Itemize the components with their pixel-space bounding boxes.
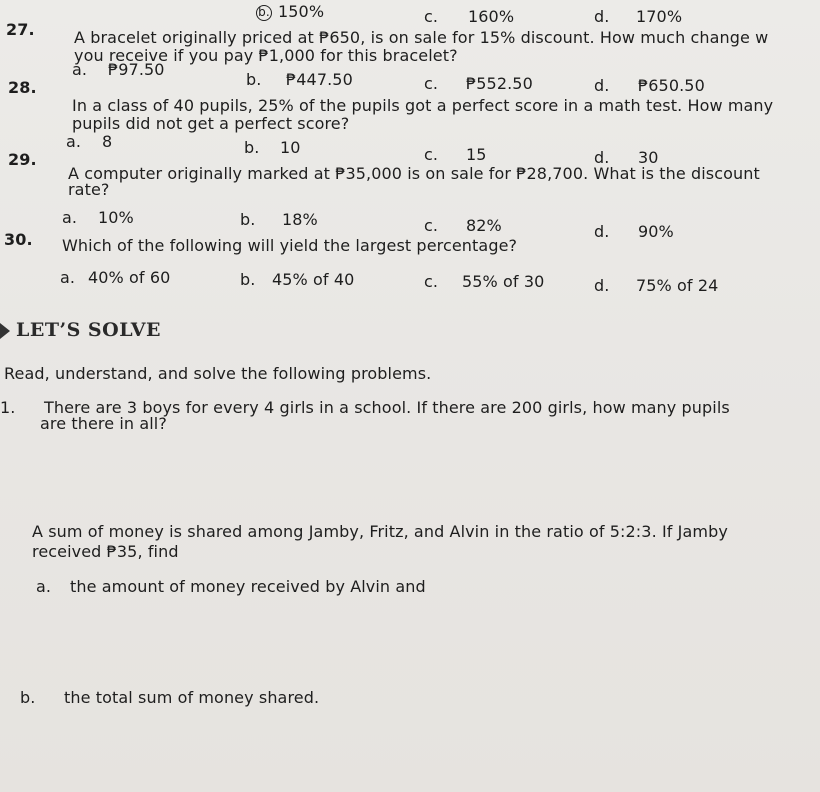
q29-option-c-label: c. bbox=[424, 216, 439, 235]
q30-option-a: 40% of 60 bbox=[88, 268, 171, 287]
problem-1-line2: are there in all? bbox=[40, 414, 167, 433]
q27-text-line2: you receive if you pay ₱1,000 for this bracelet? bbox=[74, 46, 458, 65]
problem-2a-label: a. bbox=[36, 577, 52, 596]
q29-option-b: 18% bbox=[282, 210, 318, 229]
q30-option-b-label: b. bbox=[240, 270, 256, 289]
q27-option-d: ₱650.50 bbox=[638, 76, 705, 95]
problem-2a-text: the amount of money received by Alvin and bbox=[70, 577, 426, 596]
q27-option-d-label: d. bbox=[594, 76, 610, 95]
q28-text-line1: In a class of 40 pupils, 25% of the pupils got a perfect score in a math test. How many bbox=[72, 96, 774, 115]
q26-option-d-label: d. bbox=[594, 7, 610, 26]
q28-number: 28. bbox=[8, 78, 37, 97]
q27-option-b: ₱447.50 bbox=[286, 70, 353, 89]
q29-text-line1: A computer originally marked at ₱35,000 is on sale for ₱28,700. What is the discount bbox=[68, 164, 760, 183]
q29-option-d: 90% bbox=[638, 222, 674, 241]
q28-option-a: 8 bbox=[102, 132, 113, 151]
q29-option-a: 10% bbox=[98, 208, 134, 227]
q28-option-b-label: b. bbox=[244, 138, 260, 157]
section-instruction: Read, understand, and solve the following problems. bbox=[4, 364, 432, 383]
problem-2b-text: the total sum of money shared. bbox=[64, 688, 320, 707]
q30-text-line1: Which of the following will yield the largest percentage? bbox=[62, 236, 518, 255]
circled-answer-b: b. bbox=[256, 5, 272, 21]
q28-option-c-label: c. bbox=[424, 145, 439, 164]
q27-option-a: ₱97.50 bbox=[108, 60, 165, 79]
q26-option-d: 170% bbox=[636, 7, 683, 26]
q30-option-d-label: d. bbox=[594, 276, 610, 295]
q29-option-c: 82% bbox=[466, 216, 502, 235]
q28-option-d: 30 bbox=[638, 148, 659, 167]
q30-option-b: 45% of 40 bbox=[272, 270, 355, 289]
q27-option-c: ₱552.50 bbox=[466, 74, 533, 93]
q30-option-c-label: c. bbox=[424, 272, 439, 291]
q29-option-d-label: d. bbox=[594, 222, 610, 241]
q27-number: 27. bbox=[6, 20, 35, 39]
q28-option-d-label: d. bbox=[594, 148, 610, 167]
problem-2-line1: A sum of money is shared among Jamby, Fritz, and Alvin in the ratio of 5:2:3. If Jamby bbox=[32, 522, 728, 541]
section-marker-icon bbox=[0, 323, 10, 339]
q27-option-c-label: c. bbox=[424, 74, 439, 93]
q29-option-a-label: a. bbox=[62, 208, 78, 227]
q30-option-c: 55% of 30 bbox=[462, 272, 545, 291]
q26-option-b: b. 150% bbox=[256, 2, 324, 21]
q27-option-a-label: a. bbox=[72, 60, 88, 79]
q27-option-b-label: b. bbox=[246, 70, 262, 89]
q28-text-line2: pupils did not get a perfect score? bbox=[72, 114, 350, 133]
q27-text-line1: A bracelet originally priced at ₱650, is on sale for 15% discount. How much change w bbox=[74, 28, 769, 47]
q29-option-b-label: b. bbox=[240, 210, 256, 229]
problem-2-line2: received ₱35, find bbox=[32, 542, 179, 561]
q26-option-c-label: c. bbox=[424, 7, 439, 26]
q29-number: 29. bbox=[8, 150, 37, 169]
q28-option-c: 15 bbox=[466, 145, 487, 164]
q28-option-b: 10 bbox=[280, 138, 301, 157]
q30-option-d: 75% of 24 bbox=[636, 276, 719, 295]
section-heading: LET’S SOLVE bbox=[16, 319, 162, 341]
problem-1-line1: There are 3 boys for every 4 girls in a school. If there are 200 girls, how many pupils bbox=[44, 398, 730, 417]
q30-number: 30. bbox=[4, 230, 33, 249]
q26-option-c: 160% bbox=[468, 7, 515, 26]
q30-option-a-label: a. bbox=[60, 268, 76, 287]
problem-1-number: 1. bbox=[0, 398, 16, 417]
problem-2b-label: b. bbox=[20, 688, 36, 707]
q28-option-a-label: a. bbox=[66, 132, 82, 151]
q29-text-line2: rate? bbox=[68, 180, 110, 199]
